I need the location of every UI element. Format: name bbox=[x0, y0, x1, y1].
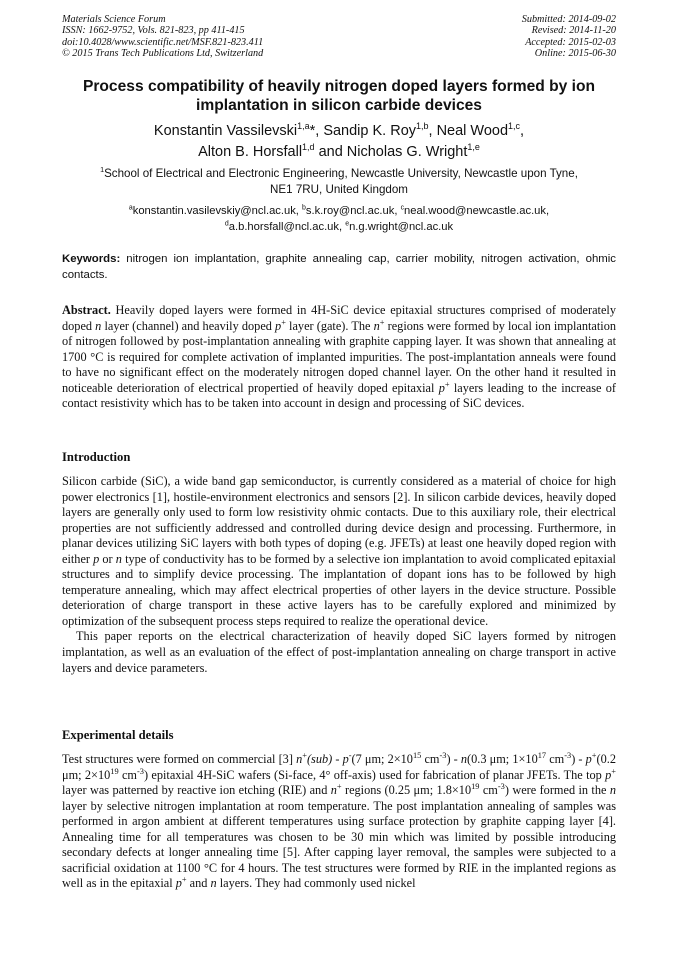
revised-date: Revised: 2014-11-20 bbox=[531, 25, 616, 37]
symbol: (sub) bbox=[306, 752, 333, 766]
keywords-label: Keywords: bbox=[62, 253, 121, 265]
experimental-section bbox=[62, 752, 616, 892]
superscript: -3 bbox=[137, 766, 144, 776]
affiliation-line: School of Electrical and Electronic Engineering, Newcastle University, Newcastle upon Tyne, bbox=[104, 167, 578, 180]
author-superscript: 1,a bbox=[297, 121, 310, 132]
author-name: Sandip K. Roy bbox=[323, 123, 417, 139]
author-name: Nicholas G. Wright bbox=[346, 143, 468, 160]
paragraph-text: cm bbox=[479, 783, 498, 798]
submitted-date: Submitted: 2014-09-02 bbox=[521, 14, 616, 25]
email-link[interactable]: konstantin.vasilevskiy@ncl.ac.uk, bbox=[132, 205, 303, 217]
email-link[interactable]: n.g.wright@ncl.ac.uk bbox=[349, 220, 454, 233]
paragraph-text: Silicon carbide (SiC), a wide band gap semiconductor, is currently considered as a material of choice for high power electronics [1], hostile-environment electronics and sensors [2]. In silicon carbide devices, heavily doped layers are generally only used to form low resistivity ohmic contacts. Due to this auxiliary role, their electrical properties are not sufficiently addressed and controlled during device design and processing. Furthermore, in planar devices utilizing SiC layers with both types of doping (e.g. JFETs) at least one heavily doped region with either bbox=[62, 474, 616, 566]
affiliation bbox=[62, 166, 616, 198]
keywords bbox=[62, 251, 616, 283]
symbol: n bbox=[210, 876, 217, 891]
symbol: n bbox=[330, 783, 337, 798]
superscript: + bbox=[302, 750, 307, 760]
paragraph-text: and bbox=[186, 876, 211, 891]
symbol: p bbox=[585, 752, 592, 766]
paper-title: Process compatibility of heavily nitrogen doped layers formed by ion implantation in silicon carbide devices bbox=[82, 78, 596, 114]
email-superscript: a bbox=[128, 204, 133, 212]
abstract-superscript: + bbox=[281, 317, 286, 327]
paragraph-text: ) - bbox=[571, 752, 586, 766]
email-link[interactable]: s.k.roy@ncl.ac.uk, bbox=[305, 205, 401, 217]
paragraph-text: layer was patterned by reactive ion etching (RIE) and bbox=[62, 783, 331, 798]
superscript: 19 bbox=[471, 782, 480, 791]
symbol: p bbox=[175, 876, 182, 891]
symbol: n bbox=[460, 752, 468, 766]
superscript: + bbox=[181, 875, 187, 885]
paragraph-text: (7 μm; 2×10 bbox=[351, 752, 413, 766]
paragraph-text: ) epitaxial 4H-SiC wafers (Si-face, 4° off-axis) used for fabrication of planar JFETs. The top bbox=[143, 767, 606, 782]
author-separator: *, bbox=[309, 123, 324, 139]
author-separator: , bbox=[428, 123, 437, 139]
paragraph-text: layers. They had commonly used nickel bbox=[216, 876, 416, 891]
paragraph-text: (0.2 μm; 2×10 bbox=[62, 752, 616, 782]
superscript: + bbox=[611, 766, 616, 776]
paragraph-text: layer by selective nitrogen implantation at room temperature. The post implantation annealing of samples was performed in argon ambient at different temperatures using surface protection by graphite capping layer [4]. Annealing time for all temperatures was chosen to be 30 min which was limited by possible introducing secondary defects at longer annealing time [5]. After capping layer removal, the samples were subjected to a sacrificial oxidation at 1100 °C for 4 hours. The test structures were formed by RIE in the implanted regions as well as in the epitaxial bbox=[62, 798, 616, 891]
author-name: Neal Wood bbox=[436, 123, 509, 139]
superscript: + bbox=[336, 782, 342, 791]
abstract bbox=[62, 303, 616, 412]
symbol: n bbox=[115, 551, 122, 566]
email-superscript: e bbox=[345, 219, 350, 227]
paragraph-text: ) - bbox=[446, 752, 461, 766]
paragraph bbox=[62, 752, 616, 892]
abstract-symbol: p bbox=[275, 318, 282, 333]
abstract-text: layers leading to the increase of contact resistivity which has to be taken into account in design and processing of SiC devices. bbox=[62, 380, 617, 411]
abstract-label: Abstract. bbox=[62, 303, 111, 317]
author-separator: and bbox=[314, 143, 347, 160]
paragraph-text: - bbox=[332, 752, 343, 766]
author-superscript: 1,c bbox=[508, 121, 521, 132]
paragraph-text: or bbox=[99, 551, 116, 566]
symbol: p bbox=[605, 767, 612, 782]
paragraph: This paper reports on the electrical characterization of heavily doped SiC layers formed by nitrogen implantation, as well as an evaluation of the effect of post-implantation annealing on charge transport in active layers and device parameters. bbox=[62, 629, 616, 675]
abstract-superscript: + bbox=[444, 379, 450, 389]
author-superscript: 1,d bbox=[302, 141, 315, 152]
abstract-text: layer (channel) and heavily doped bbox=[101, 318, 276, 333]
paragraph-text: (0.3 μm; 1×10 bbox=[467, 752, 538, 766]
email-list bbox=[62, 204, 616, 235]
paragraph-text: type of conductivity has to be formed by a selective ion implantation to avoid complicated epitaxial structures and to simplify device processing. The implantation of dopant ions has to be followed by high temperature annealing, which may affect electrical properties of other layers in the device structure. Possible deterioration of charge transport in these active layers has to be carefully explored and minimized by optimization of the subsequent process steps required to realize the operational device. bbox=[62, 551, 616, 628]
author-superscript: 1,e bbox=[467, 141, 480, 152]
journal-name: Materials Science Forum bbox=[62, 14, 166, 25]
abstract-text: layer (gate). The bbox=[285, 318, 374, 333]
symbol: p bbox=[342, 752, 349, 766]
affiliation-line: NE1 7RU, United Kingdom bbox=[270, 182, 408, 196]
author-name: Konstantin Vassilevski bbox=[153, 123, 298, 139]
email-superscript: c bbox=[400, 204, 405, 212]
online-date: Online: 2015-06-30 bbox=[534, 48, 616, 60]
abstract-symbol: n bbox=[373, 318, 380, 333]
abstract-text: regions were formed by local ion implantation of nitrogen followed by post-implantation annealing with graphite capping layer. It was shown that annealing at 1700 °C is required for complete activation of implanted impurities. The post-implantation anneals were found to have no significant effect on the moderately nitrogen doped channel layer. On the other hand it resulted in noticeable deterioration of electrical propertied of heavily doped epitaxial bbox=[62, 318, 616, 395]
introduction-section bbox=[62, 474, 616, 676]
dates-header bbox=[522, 14, 616, 60]
abstract-symbol: p bbox=[438, 380, 445, 395]
section-heading-introduction: Introduction bbox=[62, 450, 131, 464]
journal-copyright: © 2015 Trans Tech Publications Ltd, Switzerland bbox=[62, 48, 264, 60]
superscript: - bbox=[348, 750, 352, 760]
affiliation-superscript: 1 bbox=[100, 165, 105, 175]
superscript: -3 bbox=[564, 750, 572, 760]
author-name: Alton B. Horsfall bbox=[198, 143, 303, 160]
keywords-text: nitrogen ion implantation, graphite annealing cap, carrier mobility, nitrogen activation, ohmic contacts. bbox=[62, 253, 616, 281]
superscript: + bbox=[591, 750, 597, 760]
superscript: 17 bbox=[537, 750, 547, 760]
paragraph-text: regions (0.25 μm; 1.8×10 bbox=[341, 783, 472, 798]
superscript: -3 bbox=[439, 750, 447, 760]
journal-issn: ISSN: 1662-9752, Vols. 821-823, pp 411-415 bbox=[62, 25, 245, 37]
superscript: 15 bbox=[412, 750, 422, 760]
author-superscript: 1,b bbox=[416, 121, 429, 132]
email-link[interactable]: a.b.horsfall@ncl.ac.uk, bbox=[228, 220, 346, 233]
email-superscript: b bbox=[302, 204, 306, 212]
accepted-date: Accepted: 2015-02-03 bbox=[525, 36, 616, 48]
journal-doi: doi:10.4028/www.scientific.net/MSF.821-823.411 bbox=[62, 36, 264, 48]
author-separator: , bbox=[520, 123, 525, 139]
superscript: 19 bbox=[110, 766, 119, 776]
symbol: n bbox=[609, 783, 616, 798]
superscript: -3 bbox=[497, 782, 505, 791]
symbol: n bbox=[296, 752, 303, 766]
symbol: p bbox=[93, 551, 100, 566]
paragraph-text: cm bbox=[118, 767, 137, 782]
paragraph bbox=[62, 474, 616, 629]
abstract-text: Heavily doped layers were formed in 4H-SiC device epitaxial structures comprised of moderately doped bbox=[62, 303, 616, 333]
email-superscript: d bbox=[224, 219, 229, 227]
abstract-symbol: n bbox=[95, 318, 102, 333]
paragraph-text: cm bbox=[546, 752, 565, 766]
author-list bbox=[62, 121, 616, 162]
paragraph-text: Test structures were formed on commercial [3] bbox=[62, 752, 297, 766]
email-link[interactable]: neal.wood@newcastle.ac.uk, bbox=[404, 205, 550, 217]
paragraph-text: ) were formed in the bbox=[504, 783, 610, 798]
paragraph-text: cm bbox=[421, 752, 440, 766]
journal-header bbox=[62, 14, 263, 60]
abstract-superscript: + bbox=[379, 317, 385, 327]
section-heading-experimental: Experimental details bbox=[62, 728, 174, 742]
